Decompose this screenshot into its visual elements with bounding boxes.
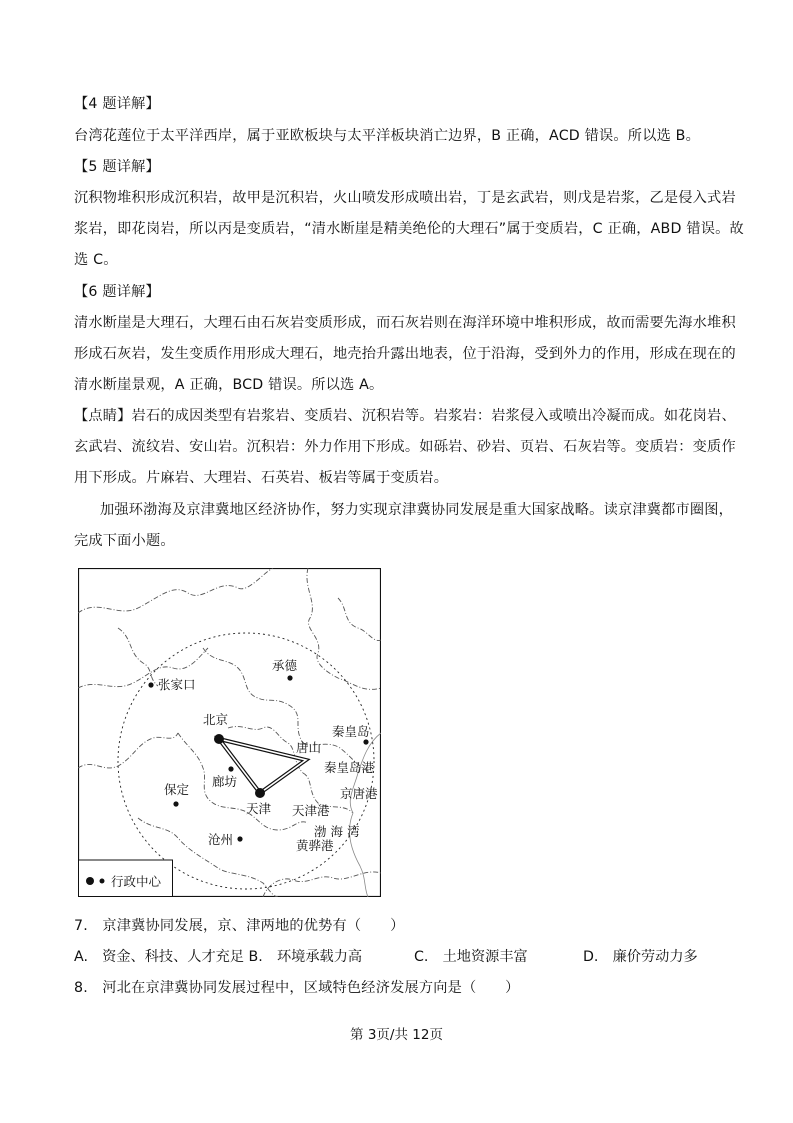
q7-option-a-b: A. 资金、科技、人才充足 B. 环境承载力高 [74, 949, 363, 965]
cangzhou-dot [237, 836, 242, 841]
beijing-marker [214, 734, 224, 744]
q5-explanation-line-1: 沉积物堆积形成沉积岩，故甲是沉积岩，火山喷发形成喷出岩，丁是玄武岩，则戊是岩浆，乙是侵入式岩 [74, 190, 736, 206]
label-langfang: 廊坊 [212, 774, 238, 789]
q6-explanation-line-2: 形成石灰岩，发生变质作用形成大理石，地壳抬升露出地表，位于沿海，受到外力的作用，形成在现在的 [74, 346, 736, 362]
q4-explanation: 台湾花莲位于太平洋西岸，属于亚欧板块与太平洋板块消亡边界，B 正确，ACD 错误。所以选 B。 [74, 128, 700, 144]
label-jingtang-port: 京唐港 [340, 786, 378, 801]
intro-line-2: 完成下面小题。 [74, 533, 175, 549]
label-zhangjiakou: 张家口 [158, 677, 196, 692]
tip-line-2: 玄武岩、流纹岩、安山岩。沉积岩：外力作用下形成。如砾岩、砂岩、页岩、石灰岩等。变质岩：变质作 [74, 439, 736, 455]
legend-large-dot [86, 877, 94, 885]
chengde-dot [287, 675, 292, 680]
q8-stem: 8. 河北在京津冀协同发展过程中，区域特色经济发展方向是（ ） [74, 980, 520, 996]
jingjinji-map [78, 568, 381, 897]
page-footer: 第 3页/共 12页 [350, 1027, 443, 1043]
label-cangzhou: 沧州 [208, 832, 234, 847]
baoding-dot [173, 801, 178, 806]
label-bohai-bay: 渤 海 湾 [314, 824, 360, 839]
q7-option-c: C. 土地资源丰富 [414, 949, 528, 965]
intro-line-1: 加强环渤海及京津冀地区经济协作，努力实现京津冀协同发展是重大国家战略。读京津冀都市圈图， [100, 502, 734, 518]
tip-line-1: 【点睛】岩石的成因类型有岩浆岩、变质岩、沉积岩等。岩浆岩：岩浆侵入或喷出冷凝而成。如花岗岩、 [74, 408, 736, 424]
langfang-dot [228, 766, 233, 771]
q5-explanation-line-2: 浆岩，即花岗岩，所以丙是变质岩，“清水断崖是精美绝伦的大理石”属于变质岩，C 正确，ABD 错误。故 [74, 221, 744, 237]
label-qinhuangdao: 秦皇岛 [332, 724, 370, 739]
label-chengde: 承德 [272, 658, 298, 673]
label-beijing: 北京 [203, 712, 229, 727]
label-huanghua-port: 黄骅港 [296, 838, 334, 853]
label-qinhuangdao-port: 秦皇岛港 [324, 760, 375, 775]
tianjin-marker [255, 788, 265, 798]
label-baoding: 保定 [164, 782, 190, 797]
map-legend [79, 860, 173, 897]
q6-explanation-line-3: 清水断崖景观，A 正确，BCD 错误。所以选 A。 [74, 377, 384, 393]
q7-stem: 7. 京津冀协同发展，京、津两地的优势有（ ） [74, 918, 405, 934]
label-tianjin: 天津 [246, 801, 272, 816]
qinhuangdao-dot [363, 739, 368, 744]
q5-heading: 【5 题详解】 [74, 159, 160, 175]
q4-heading: 【4 题详解】 [74, 96, 160, 112]
label-tianjin-port: 天津港 [292, 803, 330, 818]
legend-small-dot [100, 879, 105, 884]
q7-option-d: D. 廉价劳动力多 [583, 949, 698, 965]
q6-heading: 【6 题详解】 [74, 284, 160, 300]
legend-label: 行政中心 [111, 874, 162, 889]
label-tangshan: 唐山 [296, 740, 322, 755]
q6-explanation-line-1: 清水断崖是大理石，大理石由石灰岩变质形成，而石灰岩则在海洋环境中堆积形成，故而需要先海水堆积 [74, 315, 736, 331]
tip-line-3: 用下形成。片麻岩、大理岩、石英岩、板岩等属于变质岩。 [74, 470, 449, 486]
zhangjiakou-dot [148, 682, 153, 687]
q5-explanation-line-3: 选 C。 [74, 252, 118, 268]
